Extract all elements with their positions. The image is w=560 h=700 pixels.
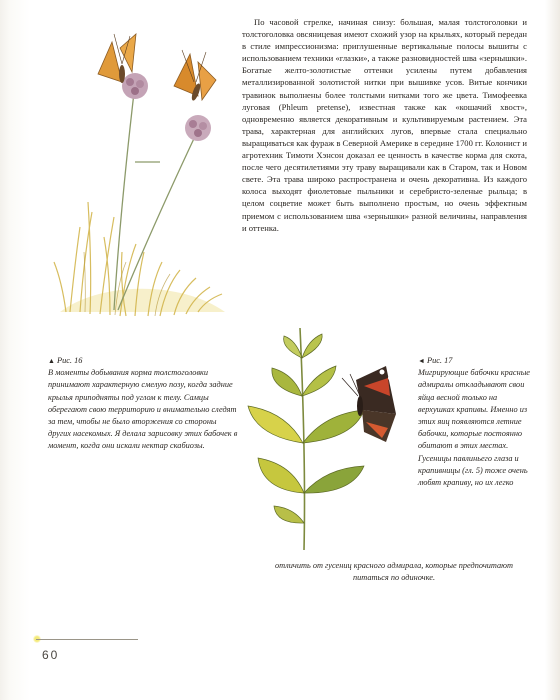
red-admiral-butterfly	[342, 366, 396, 442]
figure-17-text: Мигрирующие бабочки красные адмиралы откладывают свои яйца весной только на верхушках крапивы. Именно из этих яиц появляются летние бабочки, которые постоянно обитают в этих местах. Гусеницы павлиньего глаза и крапивницы (гл. 5) тоже очень любят крапиву, но их легко	[418, 368, 530, 488]
triangle-up-icon: ▲	[48, 357, 55, 365]
main-paragraph: По часовой стрелке, начиная снизу: большая, малая толстоголовки и толстоголовка овсяницевая имеют схожий узор на крыльях, который передан в стиле импрессионизма: приглушенные вертикальные полосы вышиты с использованием техники «глазки», а также разновидностей шва «зернышки». Богатые желто-золотистые оттенки усилены путем добавления металлизированной золотистой нитки при вышивке усов. Витые кончики травинок выполнены более толстыми нитками того же цвета. Тимофеевка луговая (Phleum pretense), известная также как «кошачий хвост», одновременно является декоративным и культивируемым растением. Эта трава, характерная для английских лугов, впервые стала специально выращиваться как фураж в Северной Америке в середине 1700 гг. Колонист и агротехник Тимоти Хэнсон доказал ее ценность в качестве корма для скота, после чего десятилетиями эту траву выращивали как в Старом, так и Новом свете. Эта трава широко распространена и очень декоративна. Из каждого колоса выходят фиолетовые пыльники и серебристо-зеленые рыльца; в целом соцветие может быть выполнено простым, но очень эффектным приемом с использованием шва «зернышки» разной величины, направления и оттенка.	[242, 17, 527, 233]
figure-17-label: Рис. 17	[427, 356, 453, 365]
figure-16-text: В моменты добывания корма толстоголовки принимают характерную смелую позу, когда задние крылья приподняты под углом к телу. Самцы оберегают свою территорию и внимательно следят за тем, чтобы не было вторжения со стороны других насекомых. Я делала зарисовку этих бабочек в момент, когда они искали нектар скабиозы.	[48, 368, 238, 451]
figure-17-caption	[418, 355, 530, 489]
skipper-butterflies-illustration	[40, 12, 240, 332]
page-number: 60	[42, 648, 60, 662]
figure-17-caption-tail: отличить от гусениц красного адмирала, которые предпочитают питаться по одиночке.	[274, 561, 514, 583]
footer-rule	[36, 639, 138, 640]
scabious-flower-top	[122, 73, 148, 99]
figure-16-caption	[48, 355, 238, 453]
nettle-leaves	[248, 334, 364, 523]
figure-16-label: Рис. 16	[57, 356, 83, 365]
triangle-left-icon: ◄	[418, 357, 425, 365]
red-admiral-nettle-illustration	[236, 318, 421, 558]
scabious-flower-right	[185, 115, 211, 141]
skipper-butterfly-right	[174, 50, 216, 101]
